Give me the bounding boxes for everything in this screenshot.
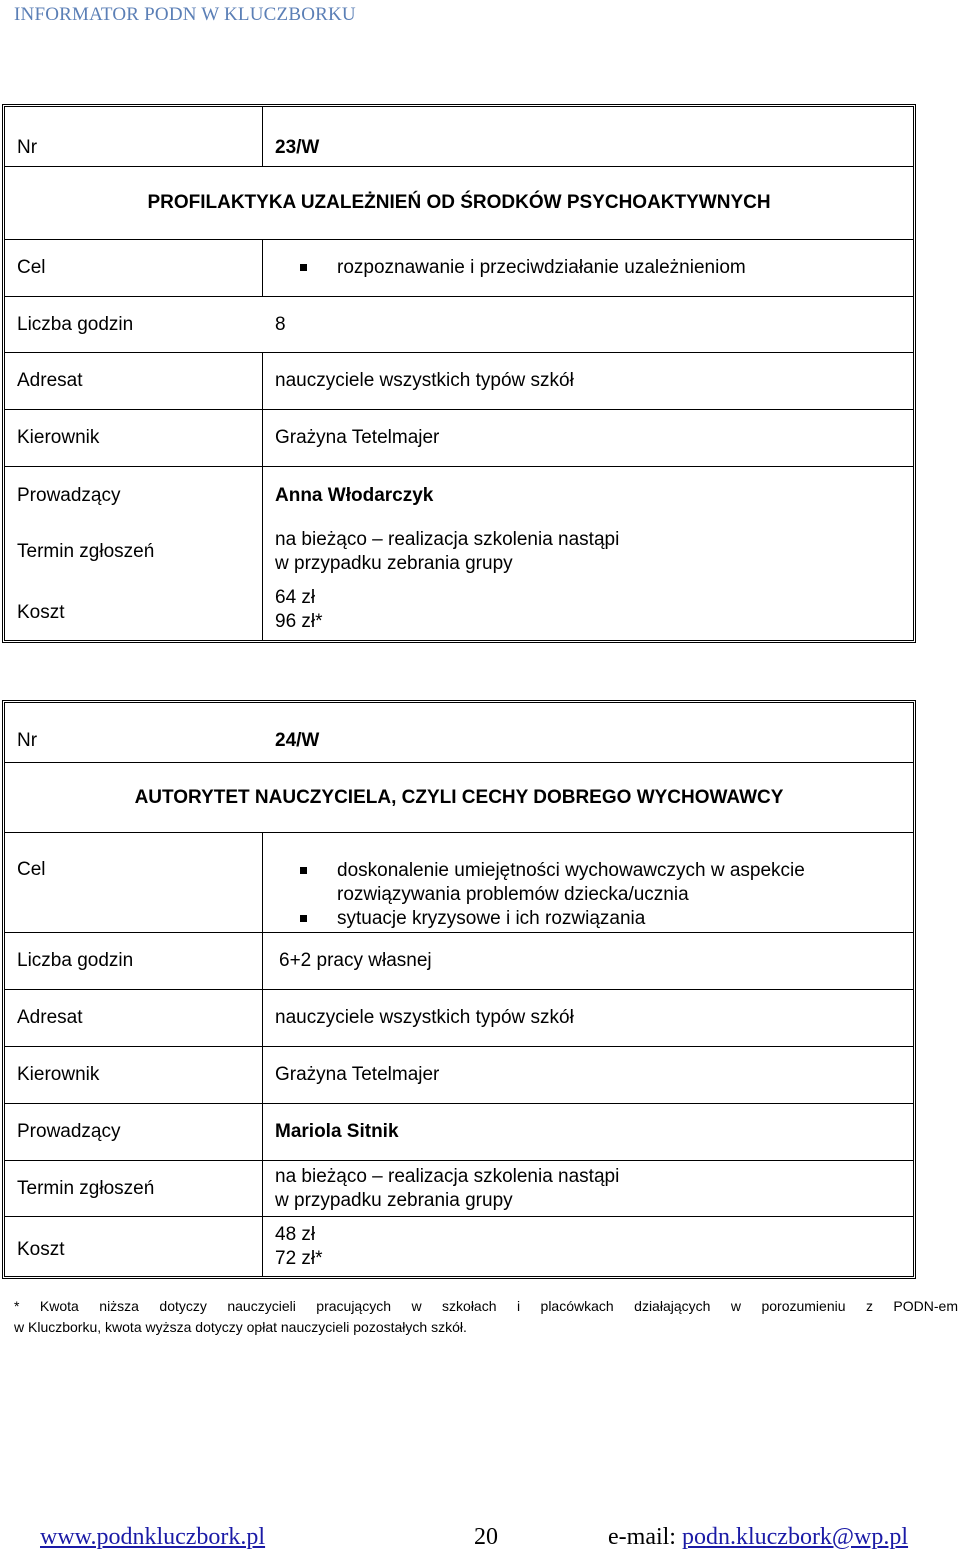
label-adresat: Adresat	[5, 353, 263, 409]
row-koszt	[5, 1217, 913, 1276]
website-link[interactable]: www.podnkluczbork.pl	[40, 1524, 266, 1550]
email-link[interactable]: podn.kluczbork@wp.pl	[681, 1524, 909, 1550]
label-adresat: Adresat	[5, 990, 263, 1046]
footnote	[14, 1296, 958, 1338]
koszt-line-1: 64 zł	[275, 587, 316, 608]
value-koszt	[263, 580, 913, 640]
cel-item: rozpoznawanie i przeciwdziałanie uzależnieniom	[263, 256, 746, 280]
row-prowadzacy	[5, 1104, 913, 1161]
row-godziny	[5, 297, 913, 353]
row-adresat	[5, 990, 913, 1047]
label-nr: Nr	[5, 107, 263, 166]
label-prowadzacy: Prowadzący	[5, 467, 263, 524]
termin-line-2: w przypadku zebrania grupy	[275, 553, 513, 574]
row-nr	[5, 107, 913, 167]
koszt-line-2: 96 zł*	[275, 611, 323, 632]
row-koszt	[5, 580, 913, 640]
row-title	[5, 167, 913, 240]
value-nr: 23/W	[275, 136, 320, 158]
label-termin: Termin zgłoszeń	[5, 1161, 263, 1216]
label-koszt: Koszt	[5, 580, 263, 640]
course-title: PROFILAKTYKA UZALEŻNIEŃ OD ŚRODKÓW PSYCHOAKTYWNYCH	[147, 192, 771, 213]
value-godziny: 6+2 pracy własnej	[279, 950, 432, 971]
value-kierownik: Grażyna Tetelmajer	[275, 427, 440, 448]
course-table-2	[2, 700, 916, 1279]
row-prowadzacy	[5, 467, 913, 524]
value-prowadzacy: Anna Włodarczyk	[275, 484, 434, 506]
termin-line-1: na bieżąco – realizacja szkolenia nastąpi	[275, 1165, 620, 1187]
label-prowadzacy: Prowadzący	[5, 1104, 263, 1160]
row-termin	[5, 524, 913, 580]
row-kierownik	[5, 1047, 913, 1104]
label-cel: Cel	[5, 833, 263, 932]
row-nr	[5, 703, 913, 763]
footnote-line-1: * Kwota niższa dotyczy nauczycieli pracujących w szkołach i placówkach działających w porozumieniu z PODN-em	[14, 1298, 958, 1314]
label-termin: Termin zgłoszeń	[5, 524, 263, 580]
koszt-line-1: 48 zł	[275, 1223, 316, 1245]
koszt-line-2: 72 zł*	[275, 1247, 323, 1269]
value-termin	[263, 1161, 913, 1216]
label-kierownik: Kierownik	[5, 1047, 263, 1103]
value-adresat: nauczyciele wszystkich typów szkół	[275, 370, 574, 391]
footnote-line-2: w Kluczborku, kwota wyższa dotyczy opłat nauczycieli pozostałych szkół.	[14, 1319, 467, 1335]
label-nr: Nr	[17, 729, 38, 751]
course-table-1	[2, 104, 916, 643]
row-title	[5, 763, 913, 833]
row-termin	[5, 1161, 913, 1217]
row-cel	[5, 833, 913, 933]
cel-item: sytuacje kryzysowe i ich rozwiązania	[263, 907, 913, 931]
termin-line-2: w przypadku zebrania grupy	[275, 1189, 513, 1211]
value-adresat: nauczyciele wszystkich typów szkół	[275, 1007, 574, 1028]
email-block	[608, 1524, 908, 1551]
page-number: 20	[474, 1524, 498, 1550]
row-adresat	[5, 353, 913, 410]
page-header: INFORMATOR PODN W KLUCZBORKU	[14, 4, 356, 25]
value-cel	[263, 833, 913, 932]
value-godziny: 8	[275, 313, 286, 335]
value-cel	[263, 240, 913, 296]
label-godziny: Liczba godzin	[5, 933, 263, 989]
email-label: e-mail:	[608, 1524, 682, 1550]
value-prowadzacy: Mariola Sitnik	[275, 1121, 399, 1142]
cel-item: doskonalenie umiejętności wychowawczych w aspekcie rozwiązywania problemów dziecka/ucznia	[263, 859, 913, 907]
label-cel: Cel	[5, 240, 263, 296]
value-kierownik: Grażyna Tetelmajer	[275, 1064, 440, 1085]
row-cel	[5, 240, 913, 297]
value-koszt	[263, 1217, 913, 1276]
label-godziny: Liczba godzin	[17, 313, 134, 335]
label-kierownik: Kierownik	[5, 410, 263, 466]
course-title: AUTORYTET NAUCZYCIELA, CZYLI CECHY DOBREGO WYCHOWAWCY	[134, 786, 784, 808]
value-termin	[263, 524, 913, 580]
label-koszt: Koszt	[5, 1217, 263, 1276]
value-nr: 24/W	[275, 729, 320, 751]
termin-line-1: na bieżąco – realizacja szkolenia nastąpi	[275, 529, 620, 550]
row-kierownik	[5, 410, 913, 467]
row-godziny	[5, 933, 913, 990]
